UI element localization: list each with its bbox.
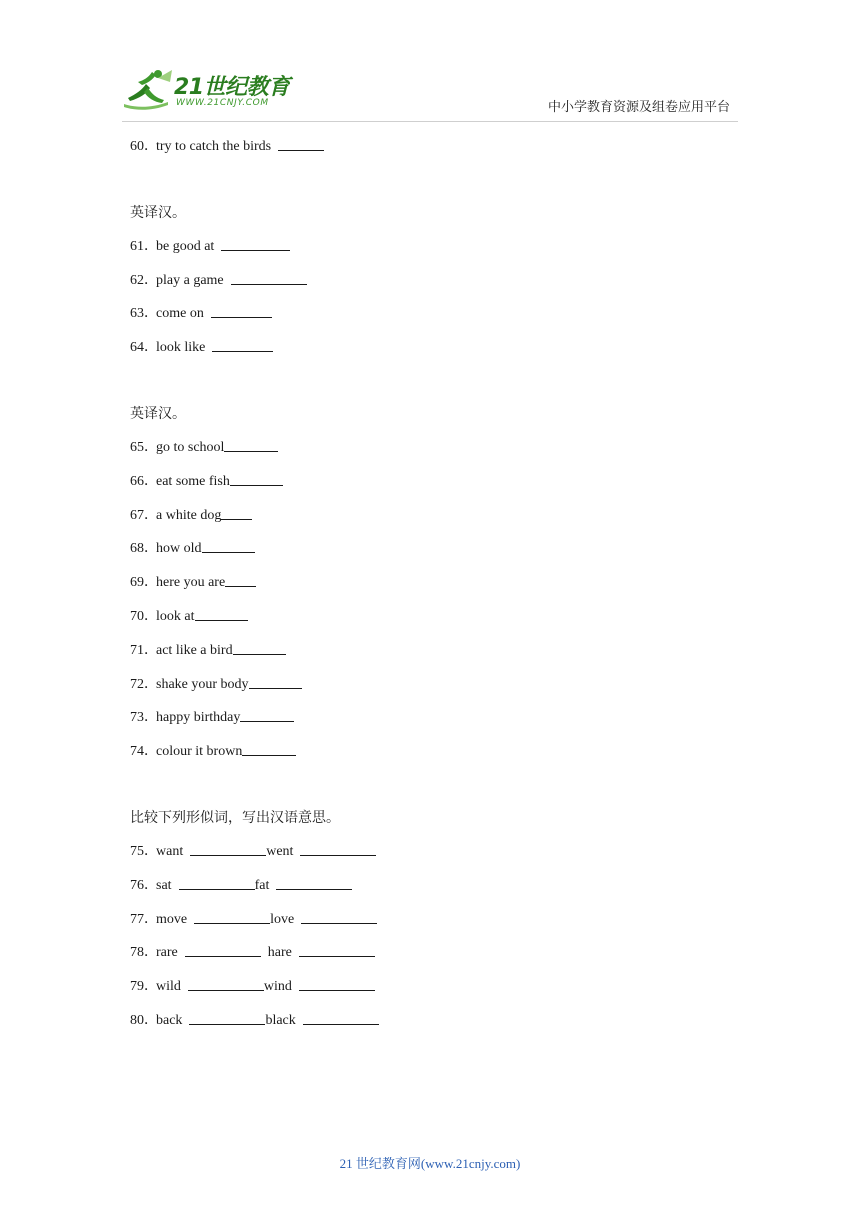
answer-blank[interactable] (249, 674, 302, 689)
answer-blank[interactable] (233, 640, 286, 655)
question-text: rare (156, 945, 185, 961)
section-instruction: 比较下列形似词，写出汉语意思。 (130, 809, 340, 826)
number-separator: ． (144, 945, 158, 961)
answer-blank[interactable] (242, 741, 295, 756)
number-separator: ． (144, 340, 158, 356)
answer-blank[interactable] (303, 1010, 379, 1025)
question-item (130, 672, 750, 706)
question-number: 60 (130, 139, 144, 154)
number-separator: ． (144, 139, 158, 154)
number-separator: ． (144, 1012, 158, 1028)
number-separator: ． (144, 473, 158, 489)
number-separator: ． (144, 272, 158, 288)
runner-logo-icon (122, 68, 174, 114)
question-item (130, 134, 750, 168)
question-text: love (270, 911, 302, 927)
number-separator: ． (144, 608, 158, 624)
question-item (130, 469, 750, 503)
question-text: went (266, 843, 301, 859)
question-text: hare (260, 945, 299, 961)
question-number: 79 (130, 979, 144, 995)
question-item (130, 974, 750, 1008)
answer-blank[interactable] (240, 707, 293, 722)
question-number: 65 (130, 439, 144, 455)
section-gap (130, 369, 750, 401)
question-number: 76 (130, 877, 144, 893)
answer-blank[interactable] (230, 471, 283, 486)
question-number: 62 (130, 272, 144, 288)
section-gap (130, 773, 750, 805)
question-text: look at (156, 608, 195, 624)
number-separator: ． (144, 507, 158, 523)
number-separator: ． (144, 306, 158, 322)
number-separator: ． (144, 710, 158, 726)
logo-wordmark: 21世纪教育 (174, 75, 290, 100)
question-number: 80 (130, 1012, 144, 1028)
question-text: shake your body (156, 676, 249, 692)
question-text: move (156, 911, 195, 927)
question-item (130, 234, 750, 268)
question-item (130, 638, 750, 672)
section-instruction: 英译汉。 (130, 204, 186, 221)
number-separator: ． (144, 676, 158, 692)
header-tagline: 中小学教育资源及组卷应用平台 (547, 100, 730, 115)
question-text: here you are (156, 575, 226, 591)
question-text: come on (156, 306, 211, 322)
question-text: play a game (156, 272, 231, 288)
page-footer: 21 世纪教育网(www.21cnjy.com) (339, 1156, 521, 1171)
answer-blank[interactable] (211, 303, 272, 318)
question-item (130, 301, 750, 335)
question-number: 71 (130, 642, 144, 658)
number-separator: ． (144, 541, 158, 557)
question-item (130, 907, 750, 941)
answer-blank[interactable] (188, 976, 264, 991)
question-item (130, 873, 750, 907)
answer-blank[interactable] (300, 841, 376, 856)
question-text: look like (156, 340, 213, 356)
header-divider (122, 121, 738, 122)
question-number: 78 (130, 945, 144, 961)
question-text: fat (254, 877, 277, 893)
question-number: 73 (130, 710, 144, 726)
answer-blank[interactable] (194, 909, 270, 924)
number-separator: ． (144, 979, 158, 995)
question-text: sat (156, 877, 179, 893)
number-separator: ． (144, 238, 158, 254)
number-separator: ． (144, 575, 158, 591)
question-number: 70 (130, 608, 144, 624)
answer-blank[interactable] (189, 1010, 265, 1025)
question-text: wild (156, 979, 188, 995)
answer-blank[interactable] (212, 337, 273, 352)
question-item (130, 570, 750, 604)
question-text: be good at (156, 238, 222, 254)
question-item (130, 739, 750, 773)
answer-blank[interactable] (278, 136, 324, 151)
question-text: back (156, 1012, 190, 1028)
answer-blank[interactable] (299, 942, 375, 957)
question-item (130, 536, 750, 570)
question-text: happy birthday (156, 710, 241, 726)
answer-blank[interactable] (190, 841, 266, 856)
question-number: 69 (130, 575, 144, 591)
question-text: a white dog (156, 507, 222, 523)
number-separator: ． (144, 744, 158, 760)
question-item (130, 268, 750, 302)
page-header (0, 0, 860, 130)
number-separator: ． (144, 439, 158, 455)
answer-blank[interactable] (299, 976, 375, 991)
question-text: act like a bird (156, 642, 233, 658)
question-number: 74 (130, 744, 144, 760)
answer-blank[interactable] (179, 875, 255, 890)
question-item (130, 435, 750, 469)
answer-blank[interactable] (301, 909, 377, 924)
question-number: 66 (130, 473, 144, 489)
question-number: 63 (130, 306, 144, 322)
question-text: eat some fish (156, 473, 230, 489)
section-instruction: 英译汉。 (130, 405, 186, 422)
answer-blank[interactable] (221, 236, 289, 251)
question-number: 75 (130, 843, 144, 859)
number-separator: ． (144, 843, 158, 859)
question-item (130, 604, 750, 638)
answer-blank[interactable] (276, 875, 352, 890)
question-item (130, 940, 750, 974)
question-number: 77 (130, 911, 144, 927)
question-number: 72 (130, 676, 144, 692)
answer-blank[interactable] (195, 606, 248, 621)
number-separator: ． (144, 911, 158, 927)
question-text: go to school (156, 439, 225, 455)
question-item (130, 1008, 750, 1042)
question-item (130, 705, 750, 739)
number-separator: ． (144, 642, 158, 658)
exercise-body (130, 134, 750, 1042)
site-logo (122, 68, 292, 118)
answer-blank[interactable] (221, 505, 251, 520)
answer-blank[interactable] (185, 942, 261, 957)
answer-blank[interactable] (202, 538, 255, 553)
question-number: 67 (130, 507, 144, 523)
question-item (130, 335, 750, 369)
answer-blank[interactable] (231, 270, 307, 285)
question-text: colour it brown (156, 744, 243, 760)
question-item (130, 503, 750, 537)
section-gap (130, 168, 750, 200)
question-number: 61 (130, 238, 144, 254)
question-text: how old (156, 541, 202, 557)
question-text: black (265, 1012, 303, 1028)
question-number: 64 (130, 340, 144, 356)
logo-url: WWW.21CNJY.COM (176, 98, 269, 108)
number-separator: ． (144, 877, 158, 893)
question-item (130, 839, 750, 873)
question-text: wind (263, 979, 299, 995)
question-text: try to catch the birds (156, 139, 279, 154)
question-number: 68 (130, 541, 144, 557)
answer-blank[interactable] (225, 572, 255, 587)
question-text: want (156, 843, 191, 859)
answer-blank[interactable] (224, 437, 277, 452)
